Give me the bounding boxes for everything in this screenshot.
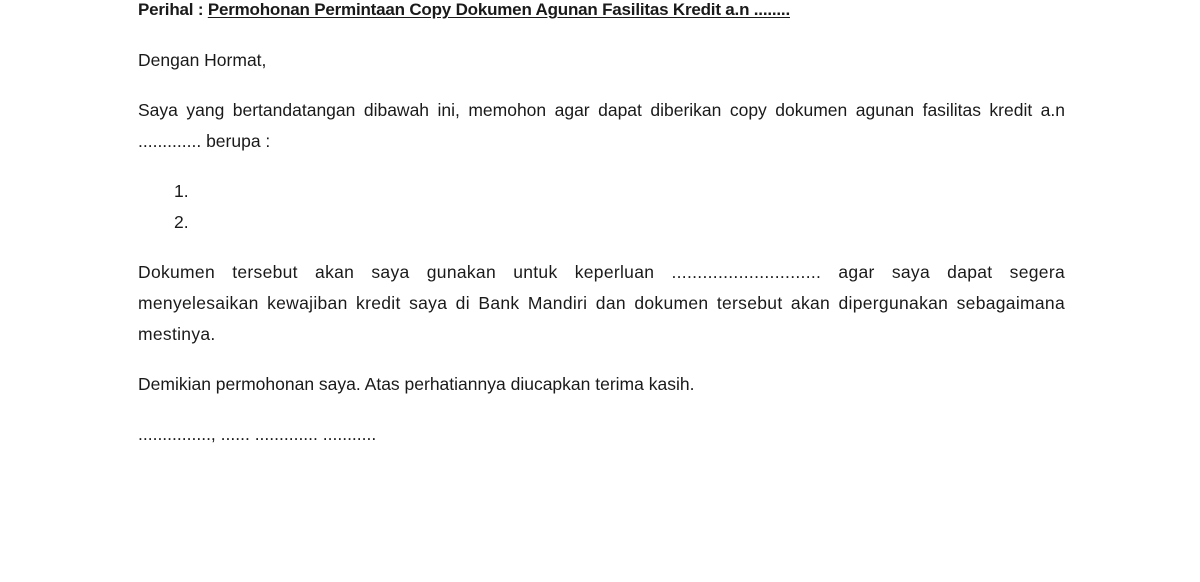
subject-label: Perihal : — [138, 0, 204, 19]
purpose-paragraph: Dokumen tersebut akan saya gunakan untuk keperluan ............................. agar saya dapat segera menyelesaikan kewajiban kredit saya di Bank Mandiri dan dokumen tersebut akan dipergunakan sebagaimana mestinya. — [138, 262, 1065, 344]
list-item: 2. — [174, 212, 189, 232]
subject-text: Permohonan Permintaan Copy Dokumen Agunan Fasilitas Kredit a.n ........ — [207, 0, 790, 19]
intro-paragraph: Saya yang bertandatangan dibawah ini, memohon agar dapat diberikan copy dokumen agunan fasilitas kredit a.n ............. berupa : — [138, 100, 1065, 151]
place-date-line: ..............., ...... ............. ........... — [138, 424, 377, 444]
closing-paragraph: Demikian permohonan saya. Atas perhatiannya diucapkan terima kasih. — [138, 374, 695, 394]
greeting: Dengan Hormat, — [138, 50, 267, 70]
document-list — [174, 176, 189, 238]
list-item: 1. — [174, 181, 189, 201]
subject-line — [138, 0, 790, 20]
